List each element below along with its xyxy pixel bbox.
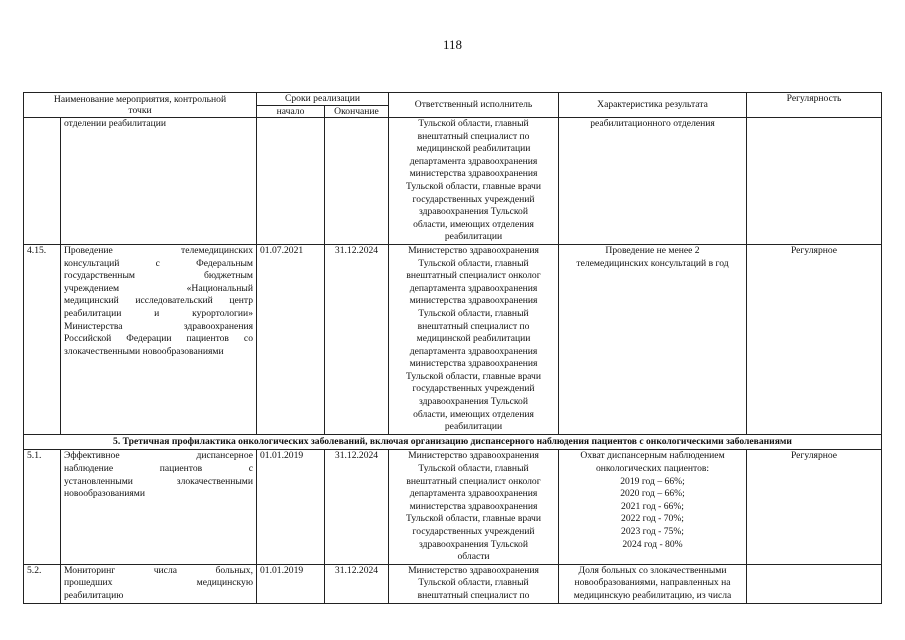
measure-name	[61, 450, 257, 564]
end-date: 31.12.2024	[325, 564, 389, 603]
cell-line: медицинскую реабилитацию, из числа	[573, 589, 732, 601]
cell-line: внештатный специалист по	[417, 589, 530, 601]
section-row	[24, 434, 882, 450]
table-row	[24, 118, 882, 245]
cell-line: 2020 год – 66%;	[620, 488, 685, 500]
cell-line: онкологических пациентов:	[595, 463, 710, 475]
header-end: Окончание	[325, 105, 389, 118]
result	[559, 118, 747, 245]
header-terms: Сроки реализации	[257, 93, 389, 106]
executor	[389, 450, 559, 564]
end-date	[325, 118, 389, 245]
cell-line: новообразованиями	[64, 488, 146, 500]
row-number: 5.2.	[24, 564, 61, 603]
cell-line: реабилитации и курортологии»	[64, 307, 253, 319]
cell-line: новообразованиями, направленных на	[574, 577, 731, 589]
cell-line: Проведение не менее 2	[605, 244, 700, 256]
cell-line: 2023 год - 75%;	[621, 526, 684, 537]
cell-line: наблюдение пациентов с	[64, 463, 253, 475]
cell-line: Тульской области, главный	[418, 307, 529, 319]
cell-line: департамента здравоохранения	[409, 488, 538, 500]
cell-line: Тульской области, главный	[418, 577, 529, 589]
cell-line: департамента здравоохранения	[409, 282, 538, 294]
cell-line: реабилитационного отделения	[590, 118, 715, 129]
regularity: Регулярное	[747, 450, 882, 564]
executor	[389, 118, 559, 245]
table-row	[24, 244, 882, 434]
cell-line: консультаций с Федеральным	[64, 257, 253, 269]
cell-line: телемедицинских консультаций в год	[576, 257, 729, 269]
cell-line: Министерство здравоохранения	[408, 564, 539, 576]
start-date	[257, 118, 325, 245]
cell-line: медицинской реабилитации	[416, 333, 531, 345]
header-name: Наименование мероприятия, контрольной точки	[24, 93, 257, 118]
header-regularity: Регулярность	[747, 93, 882, 118]
cell-line: Министерство здравоохранения	[408, 450, 539, 462]
measure-name	[61, 564, 257, 603]
cell-line: Эффективное диспансерное	[64, 450, 253, 462]
end-date: 31.12.2024	[325, 244, 389, 434]
page-number: 118	[442, 37, 463, 52]
cell-line: государственных учреждений	[412, 193, 535, 205]
cell-line: здравоохранения Тульской	[419, 206, 528, 218]
measure-name	[61, 244, 257, 434]
cell-line: Министерства здравоохранения	[64, 320, 253, 332]
cell-line: Мониторинг числа больных,	[64, 564, 253, 576]
section-title: 5. Третичная профилактика онкологических заболеваний, включая организацию диспансерного наблюдения пациентов с онкологическими заболеваниями	[24, 434, 882, 450]
result	[559, 564, 747, 603]
cell-line: Российской Федерации пациентов со	[64, 333, 253, 345]
cell-line: медицинской реабилитации	[416, 143, 531, 155]
end-date: 31.12.2024	[325, 450, 389, 564]
cell-line: злокачественными новообразованиями	[64, 345, 224, 357]
start-date: 01.01.2019	[257, 450, 325, 564]
cell-line: реабилитации	[444, 421, 503, 433]
start-date: 01.07.2021	[257, 244, 325, 434]
cell-line: области	[457, 551, 490, 563]
start-date: 01.01.2019	[257, 564, 325, 603]
cell-line: здравоохранения Тульской	[419, 396, 528, 408]
cell-line: департамента здравоохранения	[409, 345, 538, 357]
cell-line: области, имеющих отделения	[413, 218, 534, 230]
table-header-row	[24, 93, 882, 106]
cell-line: Тульской области, главные врачи	[406, 180, 541, 192]
cell-line: министерства здравоохранения	[409, 500, 538, 512]
regularity	[747, 118, 882, 245]
cell-line: прошедших медицинскую	[64, 577, 253, 589]
cell-line: министерства здравоохранения	[409, 295, 538, 307]
cell-line: государственных учреждений	[412, 526, 535, 537]
cell-line: государственным бюджетным	[64, 270, 253, 282]
cell-line: государственных учреждений	[412, 383, 535, 395]
cell-line: Тульской области, главные врачи	[406, 513, 541, 525]
cell-line: внештатный специалист по	[417, 130, 530, 142]
header-executor: Ответственный исполнитель	[389, 93, 559, 118]
cell-line: реабилитацию	[64, 589, 124, 601]
measure-name	[61, 118, 257, 245]
cell-line: Тульской области, главный	[418, 463, 529, 475]
executor	[389, 244, 559, 434]
header-start: начало	[257, 105, 325, 118]
cell-line: внештатный специалист онколог	[406, 270, 541, 282]
measures-table	[23, 92, 882, 604]
cell-line: здравоохранения Тульской	[419, 538, 528, 550]
cell-line: Министерство здравоохранения	[408, 244, 539, 256]
result	[559, 244, 747, 434]
row-number: 4.15.	[24, 244, 61, 434]
cell-line: установленными злокачественными	[64, 475, 253, 487]
table-row	[24, 450, 882, 564]
executor	[389, 564, 559, 603]
cell-line: министерства здравоохранения	[409, 358, 538, 370]
regularity	[747, 564, 882, 603]
cell-line: 2022 год - 70%;	[621, 513, 684, 525]
regularity: Регулярное	[747, 244, 882, 434]
table-row	[24, 564, 882, 603]
cell-line: внештатный специалист онколог	[406, 475, 541, 487]
cell-line: министерства здравоохранения	[409, 168, 538, 180]
header-result: Характеристика результата	[559, 93, 747, 118]
cell-line: внештатный специалист по	[417, 320, 530, 332]
cell-line: департамента здравоохранения	[409, 155, 538, 167]
cell-line: медицинский исследовательский центр	[64, 295, 253, 307]
cell-line: Охват диспансерным наблюдением	[580, 450, 725, 462]
cell-line: учреждением «Национальный	[64, 282, 253, 294]
row-number: 5.1.	[24, 450, 61, 564]
cell-line: 2024 год - 80%	[622, 538, 683, 550]
row-number	[24, 118, 61, 245]
cell-line: Тульской области, главные врачи	[406, 370, 541, 382]
result	[559, 450, 747, 564]
cell-line: области, имеющих отделения	[413, 408, 534, 420]
cell-line: Тульской области, главный	[418, 118, 529, 129]
cell-line: Доля больных со злокачественными	[578, 564, 727, 576]
cell-line: 2021 год - 66%;	[621, 500, 684, 512]
cell-line: реабилитации	[444, 231, 503, 243]
cell-line: Тульской области, главный	[418, 257, 529, 269]
cell-line: отделении реабилитации	[64, 118, 167, 129]
cell-line: 2019 год – 66%;	[620, 475, 685, 487]
cell-line: Проведение телемедицинских	[64, 244, 253, 256]
